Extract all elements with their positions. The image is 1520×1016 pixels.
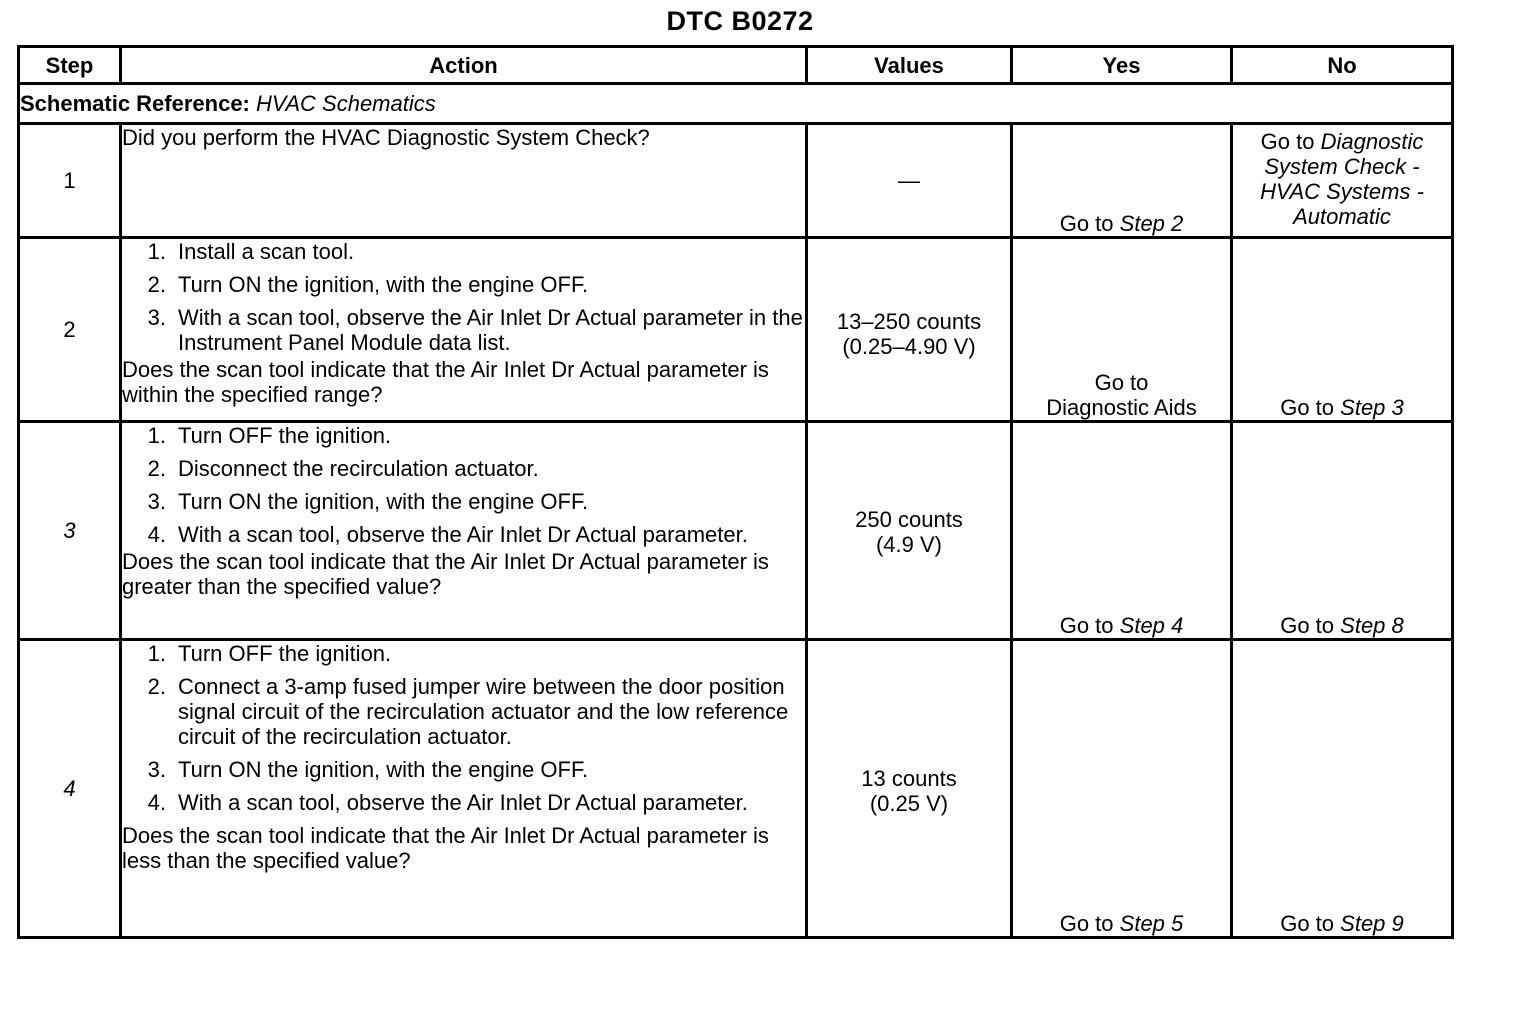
step-number: 1 <box>19 124 121 238</box>
yes-link[interactable]: Step 2 <box>1119 211 1184 236</box>
no-prefix: Go to <box>1280 911 1335 936</box>
yes-prefix: Go to <box>1094 370 1149 395</box>
table-row <box>19 422 1453 640</box>
no-cell <box>1232 238 1453 422</box>
no-link[interactable]: Diagnostic System Check - HVAC Systems - Automatic <box>1260 129 1424 229</box>
action-list <box>122 641 805 815</box>
action-cell <box>121 640 807 938</box>
value-counts: 250 counts <box>855 507 963 532</box>
value-counts: 13–250 counts <box>836 309 982 334</box>
header-yes: Yes <box>1012 47 1232 84</box>
yes-link[interactable]: Diagnostic Aids <box>1046 395 1197 420</box>
action-item: 4. With a scan tool, observe the Air Inlet Dr Actual parameter. <box>147 790 748 815</box>
action-list <box>122 423 805 547</box>
value-volts: (0.25 V) <box>869 791 949 816</box>
no-prefix: Go to <box>1280 395 1335 420</box>
action-question: Does the scan tool indicate that the Air Inlet Dr Actual parameter is within the specified range? <box>122 357 769 407</box>
no-cell <box>1232 422 1453 640</box>
action-item: 2. Disconnect the recirculation actuator. <box>147 456 539 481</box>
header-row <box>19 47 1453 84</box>
step-number: 2 <box>19 238 121 422</box>
step-number: 3 <box>19 422 121 640</box>
yes-prefix: Go to <box>1059 613 1114 638</box>
value-counts: 13 counts <box>861 766 957 791</box>
schematic-reference-row <box>19 84 1453 124</box>
action-cell <box>121 238 807 422</box>
table-row <box>19 124 1453 238</box>
action-question: Does the scan tool indicate that the Air Inlet Dr Actual parameter is greater than the specified value? <box>122 549 769 599</box>
yes-prefix: Go to <box>1059 911 1114 936</box>
values-cell: — <box>807 124 1012 238</box>
yes-cell <box>1012 640 1232 938</box>
action-item: 3. Turn ON the ignition, with the engine OFF. <box>147 489 589 514</box>
header-step: Step <box>19 47 121 84</box>
yes-link[interactable]: Step 4 <box>1119 613 1184 638</box>
schematic-reference <box>19 84 1453 124</box>
yes-prefix: Go to <box>1059 211 1114 236</box>
schematic-reference-link[interactable]: HVAC Schematics <box>256 91 436 116</box>
action-question: Did you perform the HVAC Diagnostic System Check? <box>122 125 650 150</box>
action-item: 4. With a scan tool, observe the Air Inlet Dr Actual parameter. <box>147 522 748 547</box>
action-item: 3. Turn ON the ignition, with the engine OFF. <box>147 757 589 782</box>
no-prefix: Go to <box>1260 129 1315 154</box>
yes-link[interactable]: Step 5 <box>1119 911 1184 936</box>
action-item: 2. Connect a 3-amp fused jumper wire between the door position signal circuit of the recirculation actuator and the low reference circuit of the recirculation actuator. <box>147 674 789 749</box>
action-cell <box>121 124 807 238</box>
action-question: Does the scan tool indicate that the Air Inlet Dr Actual parameter is less than the specified value? <box>122 823 769 873</box>
no-cell <box>1232 124 1453 238</box>
yes-cell <box>1012 422 1232 640</box>
header-no: No <box>1232 47 1453 84</box>
no-link[interactable]: Step 8 <box>1340 613 1404 638</box>
table-row <box>19 238 1453 422</box>
action-list <box>122 239 805 355</box>
action-item: 1. Turn OFF the ignition. <box>147 641 392 666</box>
action-item: 2. Turn ON the ignition, with the engine OFF. <box>147 272 589 297</box>
action-item: 1. Install a scan tool. <box>147 239 355 264</box>
action-cell <box>121 422 807 640</box>
action-item: 1. Turn OFF the ignition. <box>147 423 392 448</box>
step-number: 4 <box>19 640 121 938</box>
no-prefix: Go to <box>1280 613 1335 638</box>
action-item: 3. With a scan tool, observe the Air Inlet Dr Actual parameter in the Instrument Panel Module data list. <box>147 305 803 355</box>
header-values: Values <box>807 47 1012 84</box>
schematic-reference-label: Schematic Reference: <box>20 91 250 116</box>
value-volts: (4.9 V) <box>875 532 943 557</box>
table-row <box>19 640 1453 938</box>
page-title: DTC B0272 <box>666 6 814 36</box>
no-link[interactable]: Step 9 <box>1340 911 1404 936</box>
values-cell <box>807 640 1012 938</box>
no-link[interactable]: Step 3 <box>1340 395 1404 420</box>
values-cell <box>807 238 1012 422</box>
value-volts: (0.25–4.90 V) <box>842 334 976 359</box>
yes-cell <box>1012 124 1232 238</box>
values-cell <box>807 422 1012 640</box>
no-cell <box>1232 640 1453 938</box>
yes-cell <box>1012 238 1232 422</box>
header-action: Action <box>121 47 807 84</box>
diagnostic-table <box>17 45 1454 939</box>
